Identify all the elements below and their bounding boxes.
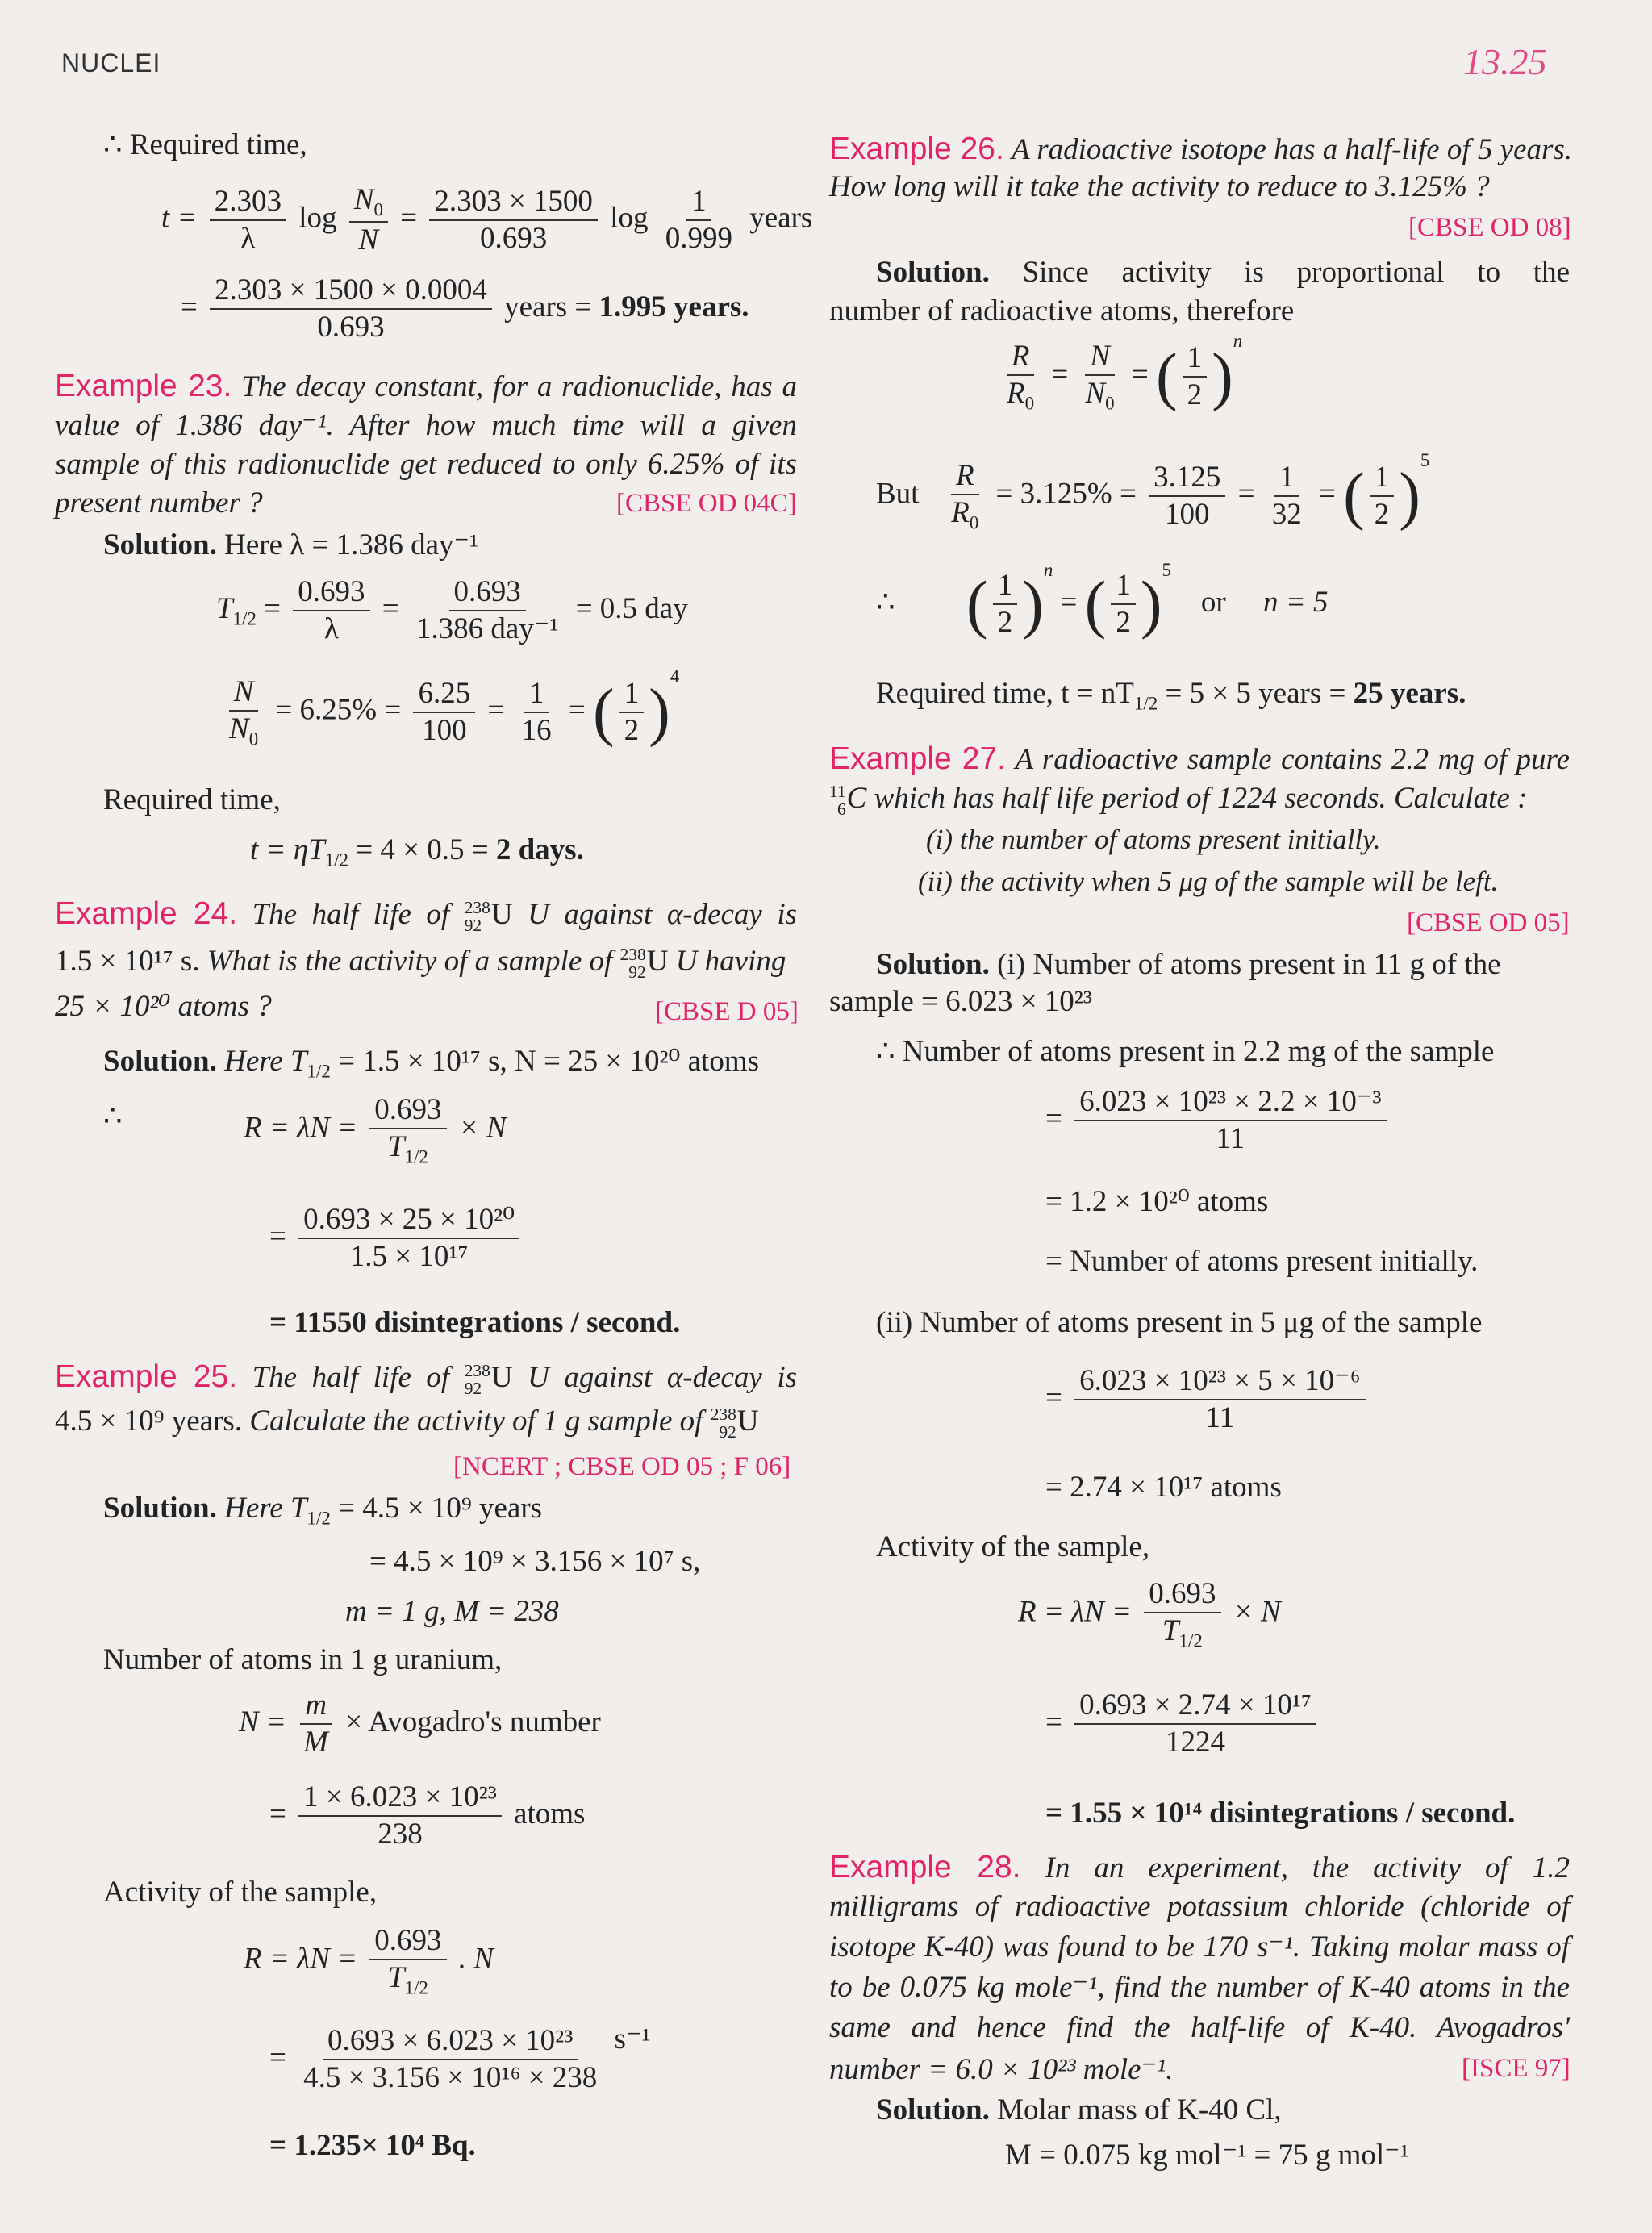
equation: = $\frac{\text{1 × 6.023 × 10²³}}{238}$ atoms [269,1780,586,1851]
text-line: to be 0.075 kg mole⁻¹, find the number of K-40 atoms in the [829,1971,1570,2004]
equation-line: = Number of atoms present initially. [1045,1245,1479,1278]
answer: = 1.235× 10⁴ Bq. [269,2129,476,2162]
text-line: (ii) the activity when 5 μg of the sample will be left. [918,866,1499,897]
equation: = $\frac{\text{0.693 × 25 × 10²⁰}}{\text{1.5 × 10¹⁷}}$ [269,1202,524,1275]
equation: ∴ ( $\frac{1}{2}$ )$^n$ = ( $\frac{1}{2}$ )$^5$ or n = 5 [876,560,1329,641]
text-line: sample = 6.023 × 10²³ [829,985,1092,1018]
equation-line: m = 1 g, M = 238 [345,1595,559,1628]
example-26-text: Example 26. A radioactive isotope has a half-life of 5 years. [829,131,1573,166]
text-line: Required time, [103,783,281,816]
solution-line: Solution. Here λ = 1.386 day⁻¹ [103,528,479,561]
text-line: (ii) Number of atoms present in 5 μg of the sample [876,1306,1483,1339]
equation-line: = 4.5 × 10⁹ × 3.156 × 10⁷ s, [369,1545,701,1578]
equation-line: M = 0.075 kg mol⁻¹ = 75 g mol⁻¹ [1005,2139,1409,2172]
equation: $\frac{N}{N_0}$ = 6.25% = $\frac{6.25}{100}$ = $\frac{1}{16}$ = ( $\frac{1}{2}$ )$^4$ [229,666,680,749]
equation-line: = 2.74 × 10¹⁷ atoms [1045,1471,1282,1504]
example-25-text: Example 25. The half life of 238 92 U U against α-decay is [55,1359,798,1398]
equation: $t = \eta T_{1/2} = 4 \times 0.5 = 2$ days. [250,833,584,870]
solution-line: Solution. Here $T_{1/2} = 4.5 \times 10^9$ years [103,1492,543,1529]
solution-line: Solution. Here $T_{1/2} = 1.5 \times 10^{17}$ s, N = 25 × 10²⁰ atoms [103,1045,759,1082]
equation: = $\frac{\text{6.023 × 10²³ × 2.2 × 10⁻³}}{11}$ [1045,1084,1391,1158]
equation: = $\frac{2.303 \times 1500 \times 0.0004}{0.693}$ years = 1.995 years. [181,273,749,344]
equation: R = λN = $\frac{0.693}{T_{1/2}}$ × N [244,1093,507,1167]
equation: Required time, $t = nT_{1/2} = 5 \times 5$ years = 25 years. [876,677,1466,714]
reference-tag: [NCERT ; CBSE OD 05 ; F 06] [453,1452,791,1481]
text-line: Activity of the sample, [103,1876,378,1909]
equation-line: = 1.2 × 10²⁰ atoms [1045,1185,1269,1218]
solution-line: Solution. Molar mass of K-40 Cl, [876,2093,1282,2127]
reference-tag: [ISCE 97] [1462,2054,1571,2083]
equation: $\frac{R}{R_0}$ = $\frac{N}{N_0}$ = ( $\frac{1}{2}$ )$^n$ [1007,331,1243,414]
reference-tag: [CBSE OD 08] [1408,213,1571,242]
equation: $T_{1/2}$ = $\frac{0.693}{\lambda}$ = $\frac{0.693}{\text{1.386 day⁻¹}}$ = 0.5 day [216,575,688,646]
text-line: (i) the number of atoms present initially. [926,824,1381,855]
text-line: same and hence find the half-life of K-40. Avogadros' [829,2011,1570,2044]
answer: = 1.55 × 10¹⁴ disintegrations / second. [1045,1797,1516,1830]
text-line: present number ? [55,486,263,520]
reference-tag: [CBSE D 05] [655,997,799,1026]
example-24-text: Example 24. The half life of 238 92 U U against α-decay is [55,896,798,935]
text-line: 1.5 × 10¹⁷ s. What is the activity of a sample of 238 92 U U having [55,945,786,982]
text-line: ∴ Number of atoms present in 2.2 mg of the sample [876,1035,1495,1068]
text-line: Activity of the sample, [876,1530,1150,1563]
equation: t = $\frac{2.303}{\lambda}$ log $\frac{N_0}{N}$ = $\frac{2.303 \times 1500}{0.693}$ log $\frac{1}{0.999}$ years [161,183,813,257]
text-line: number of radioactive atoms, therefore [829,294,1295,328]
text-line: 4.5 × 10⁹ years. Calculate the activity of 1 g sample of 238 92 U [55,1404,759,1442]
solution-line: Solution. (i) Number of atoms present in 11 g of the [876,948,1501,981]
reference-tag: [CBSE OD 05] [1407,908,1570,937]
example-27-text: Example 27. A radioactive sample contains 2.2 mg of pure [829,741,1571,776]
equation: N = $\frac{m}{M}$ × Avogadro's number [239,1688,601,1759]
text-line: number = 6.0 × 10²³ mole⁻¹. [829,2053,1174,2086]
equation: R = λN = $\frac{0.693}{T_{1/2}}$ . N [244,1924,494,1998]
text-line: 11 6 C which has half life period of 1224 seconds. Calculate : [829,782,1528,819]
text-line: 25 × 10²⁰ atoms ? [55,990,272,1023]
equation: = $\frac{\text{6.023 × 10²³ × 5 × 10⁻⁶}}{11}$ [1045,1363,1370,1437]
text-line: Number of atoms in 1 g uranium, [103,1643,503,1676]
equation: R = λN = $\frac{0.693}{T_{1/2}}$ × N [1018,1577,1281,1651]
example-28-text: Example 28. In an experiment, the activity of 1.2 [829,1850,1571,1884]
chapter-header: NUCLEI [61,48,161,77]
solution-line: Solution. Since activity is proportional to the [876,256,1570,289]
equation: = $\frac{\text{0.693 × 6.023 × 10²³}}{\text{4.5 × 3.156 × 10¹⁶ × 238}}$ s⁻¹ [269,2022,651,2095]
text-line: isotope K-40) was found to be 170 s⁻¹. Taking molar mass of [829,1930,1570,1964]
text-line: ∴ Required time, [103,128,307,161]
text-line: How long will it take the activity to reduce to 3.125% ? [829,170,1490,203]
example-23-text: Example 23. The decay constant, for a radionuclide, has a [55,369,798,403]
text-line: milligrams of radioactive potassium chloride (chloride of [829,1890,1570,1923]
page-number: 13.25 [1463,41,1547,82]
equation: But $\frac{R}{R_0}$ = 3.125% = $\frac{3.125}{100}$ = $\frac{1}{32}$ = ( $\frac{1}{2}$ )$^5$ [876,450,1430,533]
text-line: value of 1.386 day⁻¹. After how much time will a given [55,409,797,442]
answer: = 11550 disintegrations / second. [269,1306,681,1339]
reference-tag: [CBSE OD 04C] [616,489,797,518]
equation: = $\frac{\text{0.693 × 2.74 × 10¹⁷}}{1224}$ [1045,1688,1321,1761]
text-line: sample of this radionuclide get reduced to only 6.25% of its [55,448,797,481]
equation: ∴ [103,1100,123,1133]
